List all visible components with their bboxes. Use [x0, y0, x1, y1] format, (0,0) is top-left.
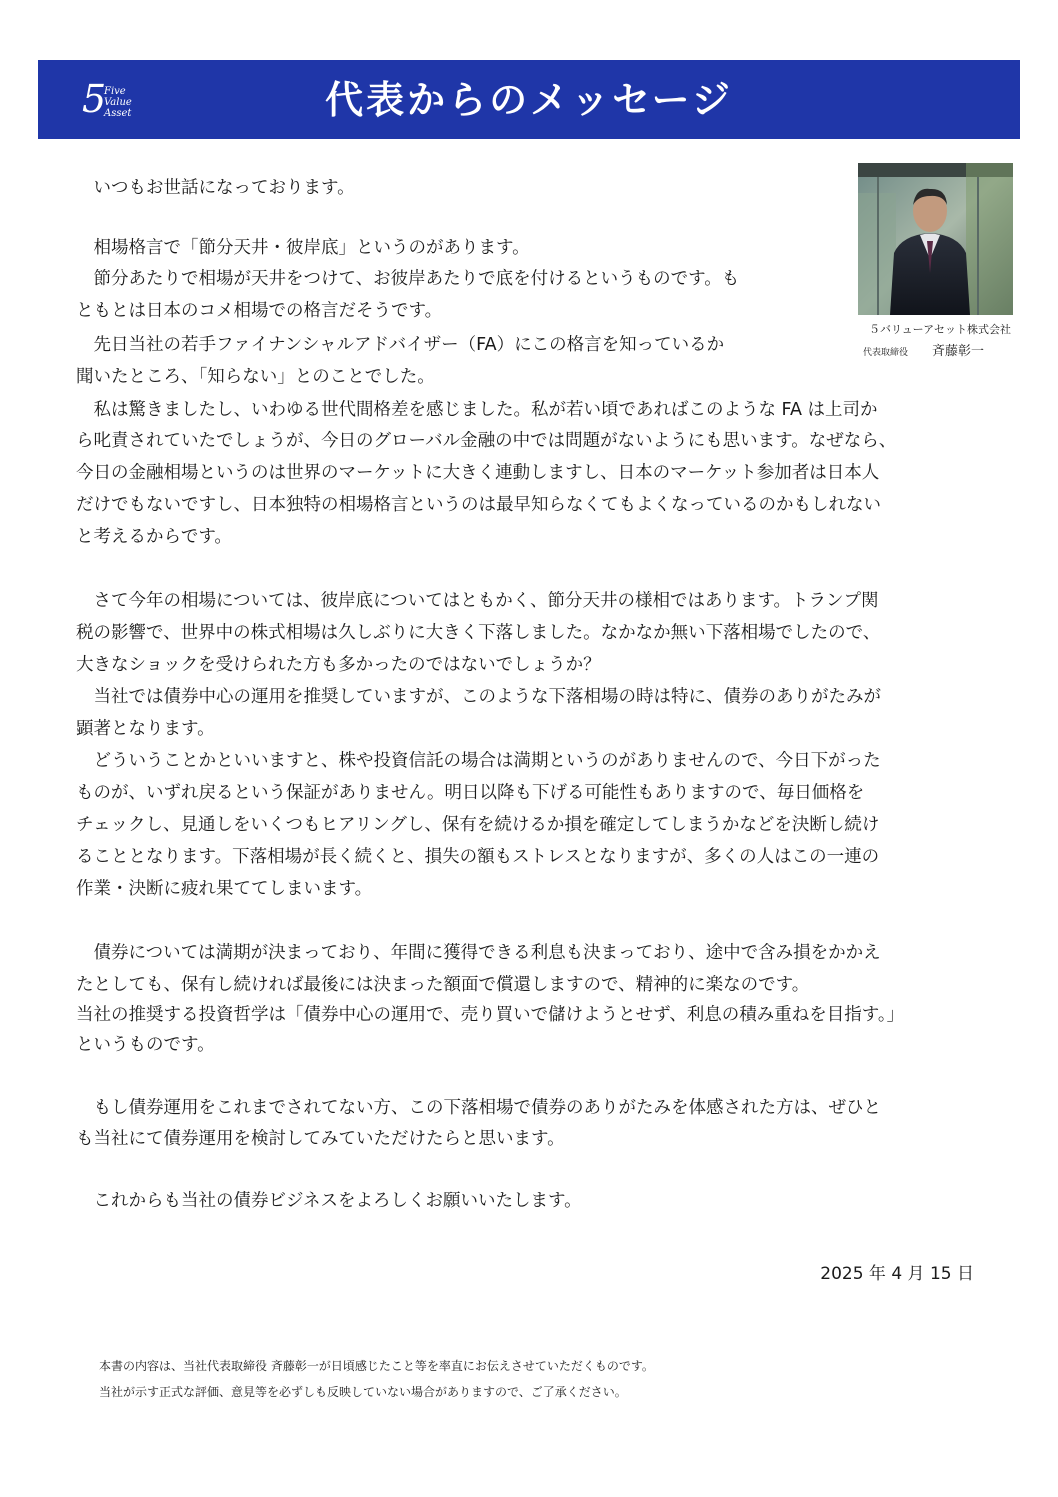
logo-word: Five	[104, 86, 126, 97]
body-line: ものが、いずれ戻るという保証がありません。明日以降も下げる可能性もありますので、毎日価格を	[76, 783, 865, 803]
body-line: 債券については満期が決まっており、年間に獲得できる利息も決まっており、途中で含み損をかかえ	[76, 943, 881, 963]
body-line: 相場格言で「節分天井・彼岸底」というのがあります。	[76, 238, 530, 258]
photo-caption-role: 代表取締役	[863, 348, 909, 358]
body-line: ら叱責されていたでしょうが、今日のグローバル金融の中では問題がないようにも思います。なぜなら、	[76, 431, 897, 451]
body-line: 大きなショックを受けられた方も多かったのではないでしょうか？	[76, 655, 601, 675]
body-line: 税の影響で、世界中の株式相場は久しぶりに大きく下落しました。なかなか無い下落相場でしたので、	[76, 623, 881, 643]
body-line: ともとは日本のコメ相場での格言だそうです。	[76, 301, 443, 321]
photo-caption-name: 斉藤彰一	[932, 344, 985, 359]
body-line: 当社の推奨する投資哲学は「債券中心の運用で、売り買いで儲けようとせず、利息の積み重ねを目指す。」	[76, 1005, 905, 1025]
body-line: いつもお世話になっております。	[76, 178, 355, 198]
body-line: どういうことかといいますと、株や投資信託の場合は満期というのがありませんので、今日下がった	[76, 751, 881, 771]
body-line: チェックし、見通しをいくつもヒアリングし、保有を続けるか損を確定してしまうかなどを決断し続け	[76, 815, 880, 835]
representative-photo	[858, 163, 1013, 315]
body-line: もし債券運用をこれまでされてない方、この下落相場で債券のありがたみを体感された方は、ぜひと	[76, 1098, 881, 1118]
body-line: 当社では債券中心の運用を推奨していますが、このような下落相場の時は特に、債券のありがたみが	[76, 687, 881, 707]
logo-word: Asset	[104, 108, 132, 119]
logo-number: 5	[82, 77, 107, 121]
body-line: ることとなります。下落相場が長く続くと、損失の額もストレスとなりますが、多くの人はこの一連の	[76, 847, 880, 867]
portrait-image	[858, 163, 1013, 315]
body-line: 私は驚きましたし、いわゆる世代間格差を感じました。私が若い頃であればこのような FA は上司か	[76, 400, 878, 420]
body-line: たとしても、保有し続ければ最後には決まった額面で償還しますので、精神的に楽なのです。	[76, 975, 810, 995]
page-title: 代表からのメッセージ	[325, 78, 733, 122]
body-line: 節分あたりで相場が天井をつけて、お彼岸あたりで底を付けるというものです。も	[76, 269, 740, 289]
body-line: と考えるからです。	[76, 527, 232, 547]
photo-caption-company: ５バリューアセット株式会社	[868, 323, 1011, 336]
letter-date: 2025 年 4 月 15 日	[820, 1264, 974, 1284]
body-line: 今日の金融相場というのは世界のマーケットに大きく連動しますし、日本のマーケット参加者は日本人	[76, 463, 880, 483]
body-line: というものです。	[76, 1035, 215, 1055]
body-line: 顕著となります。	[76, 719, 215, 739]
body-line: 聞いたところ、「知らない」とのことでした。	[76, 367, 435, 387]
header-banner	[38, 60, 1020, 139]
body-line: これからも当社の債券ビジネスをよろしくお願いいたします。	[76, 1191, 582, 1211]
body-line: も当社にて債券運用を検討してみていただけたらと思います。	[76, 1129, 565, 1149]
body-line: さて今年の相場については、彼岸底についてはともかく、節分天井の様相ではあります。トランプ関	[76, 591, 879, 611]
footnote: 本書の内容は、当社代表取締役 斉藤彰一が日頃感じたこと等を率直にお伝えさせていただくものです。	[99, 1359, 654, 1373]
logo-word: Value	[104, 97, 132, 108]
body-line: 作業・決断に疲れ果ててしまいます。	[76, 879, 373, 899]
body-line: だけでもないですし、日本独特の相場格言というのは最早知らなくてもよくなっているのかもしれない	[76, 495, 881, 515]
footnote: 当社が示す正式な評価、意見等を必ずしも反映していない場合がありますので、ご了承ください。	[99, 1385, 627, 1399]
body-line: 先日当社の若手ファイナンシャルアドバイザー（FA）にこの格言を知っているか	[76, 335, 725, 355]
